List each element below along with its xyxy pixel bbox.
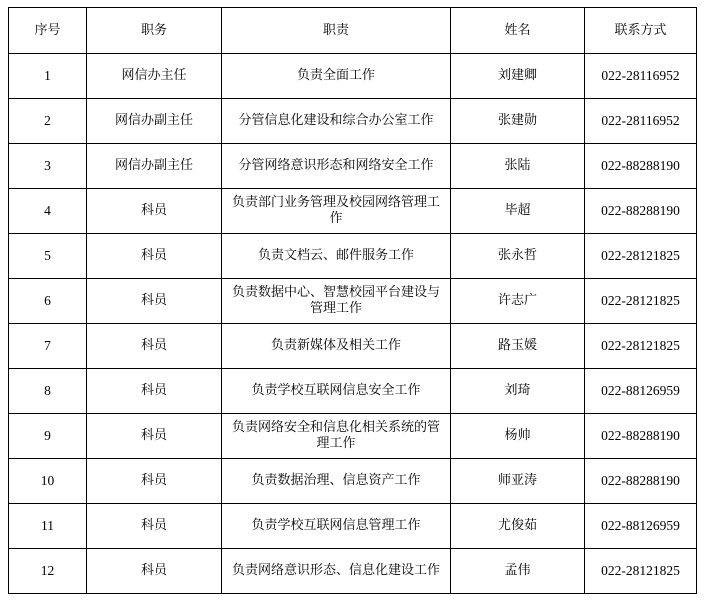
row-phone: 022-28121825	[585, 234, 697, 279]
row-duty: 负责学校互联网信息安全工作	[222, 369, 451, 414]
row-name: 尤俊茹	[451, 504, 585, 549]
row-phone: 022-88126959	[585, 369, 697, 414]
row-role: 科员	[87, 324, 222, 369]
row-index: 6	[9, 279, 87, 324]
row-phone: 022-88288190	[585, 414, 697, 459]
row-role: 科员	[87, 189, 222, 234]
row-index: 2	[9, 99, 87, 144]
row-duty: 负责学校互联网信息管理工作	[222, 504, 451, 549]
header-duty: 职责	[222, 8, 451, 54]
row-phone: 022-28121825	[585, 324, 697, 369]
row-duty: 负责部门业务管理及校园网络管理工作	[222, 189, 451, 234]
row-name: 张建勋	[451, 99, 585, 144]
header-contact: 联系方式	[585, 8, 697, 54]
table-row	[9, 234, 697, 279]
row-index: 5	[9, 234, 87, 279]
staff-directory-table	[8, 7, 697, 594]
row-duty: 负责文档云、邮件服务工作	[222, 234, 451, 279]
table-row	[9, 504, 697, 549]
table-row	[9, 369, 697, 414]
row-duty: 负责数据中心、智慧校园平台建设与管理工作	[222, 279, 451, 324]
row-duty: 负责网络意识形态、信息化建设工作	[222, 549, 451, 594]
table-row	[9, 279, 697, 324]
table-row	[9, 549, 697, 594]
row-duty: 分管网络意识形态和网络安全工作	[222, 144, 451, 189]
row-role: 科员	[87, 459, 222, 504]
row-name: 许志广	[451, 279, 585, 324]
row-index: 10	[9, 459, 87, 504]
header-row	[9, 8, 697, 54]
table-row	[9, 414, 697, 459]
row-role: 科员	[87, 279, 222, 324]
row-phone: 022-28121825	[585, 549, 697, 594]
row-index: 12	[9, 549, 87, 594]
row-name: 张永哲	[451, 234, 585, 279]
row-duty: 分管信息化建设和综合办公室工作	[222, 99, 451, 144]
table-row	[9, 144, 697, 189]
header-name: 姓名	[451, 8, 585, 54]
row-phone: 022-88288190	[585, 459, 697, 504]
row-role: 网信办主任	[87, 54, 222, 99]
row-name: 杨帅	[451, 414, 585, 459]
row-role: 科员	[87, 414, 222, 459]
row-phone: 022-28121825	[585, 279, 697, 324]
row-duty: 负责全面工作	[222, 54, 451, 99]
row-index: 8	[9, 369, 87, 414]
row-name: 刘琦	[451, 369, 585, 414]
row-role: 网信办副主任	[87, 99, 222, 144]
header-index: 序号	[9, 8, 87, 54]
row-index: 3	[9, 144, 87, 189]
row-phone: 022-88126959	[585, 504, 697, 549]
row-name: 刘建卿	[451, 54, 585, 99]
row-phone: 022-88288190	[585, 189, 697, 234]
header-role: 职务	[87, 8, 222, 54]
row-duty: 负责网络安全和信息化相关系统的管理工作	[222, 414, 451, 459]
row-index: 4	[9, 189, 87, 234]
table-row	[9, 99, 697, 144]
row-duty: 负责数据治理、信息资产工作	[222, 459, 451, 504]
row-name: 师亚涛	[451, 459, 585, 504]
row-name: 孟伟	[451, 549, 585, 594]
row-role: 科员	[87, 234, 222, 279]
row-role: 科员	[87, 549, 222, 594]
row-name: 张陆	[451, 144, 585, 189]
row-role: 科员	[87, 504, 222, 549]
row-role: 网信办副主任	[87, 144, 222, 189]
row-duty: 负责新媒体及相关工作	[222, 324, 451, 369]
row-index: 7	[9, 324, 87, 369]
row-index: 9	[9, 414, 87, 459]
row-index: 1	[9, 54, 87, 99]
table-row	[9, 459, 697, 504]
table-row	[9, 324, 697, 369]
row-phone: 022-28116952	[585, 99, 697, 144]
table-row	[9, 54, 697, 99]
row-role: 科员	[87, 369, 222, 414]
row-index: 11	[9, 504, 87, 549]
row-phone: 022-28116952	[585, 54, 697, 99]
table-row	[9, 189, 697, 234]
row-name: 毕超	[451, 189, 585, 234]
row-phone: 022-88288190	[585, 144, 697, 189]
row-name: 路玉媛	[451, 324, 585, 369]
table-body	[9, 54, 697, 594]
